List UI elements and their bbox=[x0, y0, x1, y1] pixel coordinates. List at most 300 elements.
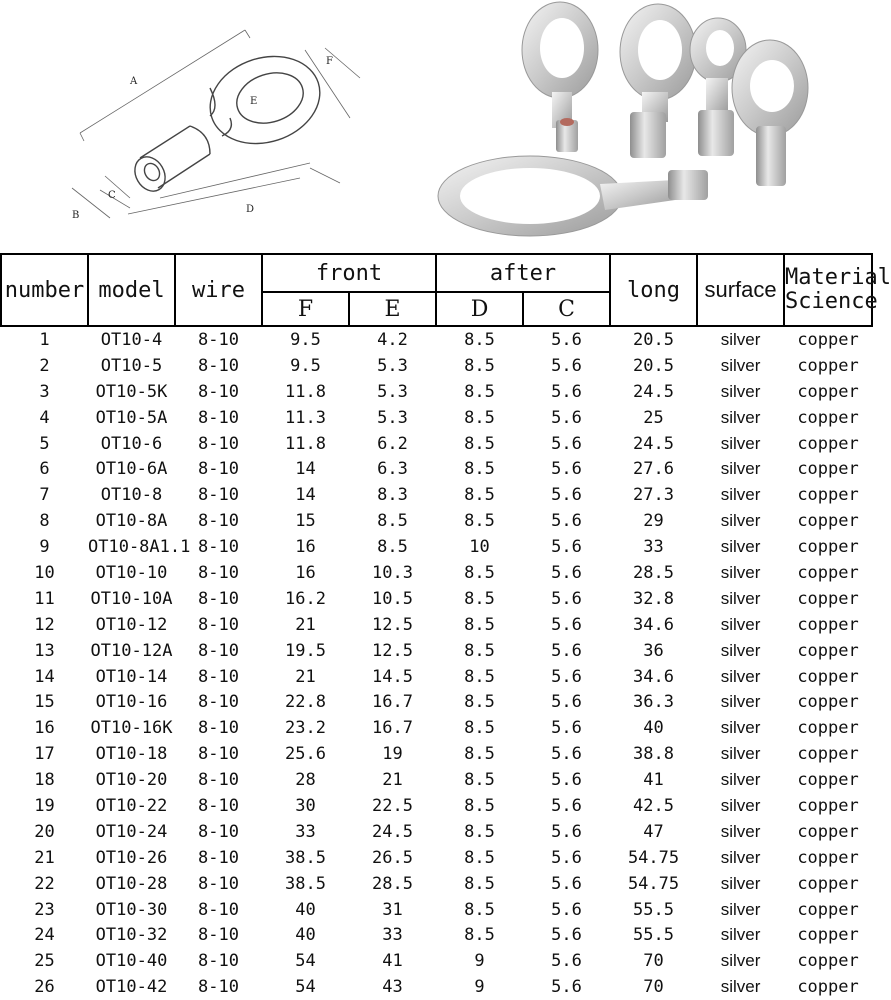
cell-surface: silver bbox=[720, 355, 761, 375]
cell-front-f: 9.5 bbox=[290, 355, 321, 376]
cell-material: copper bbox=[797, 562, 859, 583]
cell-after-d: 8.5 bbox=[464, 821, 495, 842]
cell-after-d: 8.5 bbox=[464, 692, 495, 713]
cell-wire: 8-10 bbox=[198, 847, 239, 868]
cell-after-d: 8.5 bbox=[464, 899, 495, 920]
cell-after-c: 5.6 bbox=[551, 381, 582, 402]
cell-front-e: 5.3 bbox=[377, 355, 408, 376]
cell-number: 1 bbox=[39, 329, 50, 350]
cell-wire: 8-10 bbox=[198, 977, 239, 998]
cell-surface: silver bbox=[720, 537, 761, 557]
cell-front-e: 8.5 bbox=[377, 511, 408, 532]
cell-front-e: 12.5 bbox=[372, 640, 413, 661]
cell-number: 4 bbox=[39, 407, 50, 428]
header-after: after bbox=[436, 254, 610, 292]
cell-number: 12 bbox=[34, 614, 55, 635]
cell-after-c: 5.6 bbox=[551, 925, 582, 946]
cell-number: 5 bbox=[39, 433, 50, 454]
cell-material: copper bbox=[797, 329, 859, 350]
cell-front-f: 54 bbox=[295, 951, 316, 972]
cell-front-e: 28.5 bbox=[372, 873, 413, 894]
cell-long: 42.5 bbox=[633, 795, 674, 816]
cell-long: 27.6 bbox=[633, 459, 674, 480]
table-row bbox=[1, 560, 872, 586]
cell-long: 24.5 bbox=[633, 433, 674, 454]
cell-material: copper bbox=[797, 770, 859, 791]
cell-wire: 8-10 bbox=[198, 925, 239, 946]
cell-number: 9 bbox=[39, 537, 50, 558]
cell-number: 11 bbox=[34, 588, 55, 609]
cell-front-e: 6.2 bbox=[377, 433, 408, 454]
cell-long: 32.8 bbox=[633, 588, 674, 609]
cell-after-c: 5.6 bbox=[551, 640, 582, 661]
cell-front-e: 5.3 bbox=[377, 381, 408, 402]
cell-long: 70 bbox=[643, 951, 664, 972]
cell-number: 7 bbox=[39, 485, 50, 506]
cell-number: 20 bbox=[34, 821, 55, 842]
cell-surface: silver bbox=[720, 407, 761, 427]
cell-front-e: 14.5 bbox=[372, 666, 413, 687]
table-row bbox=[1, 948, 872, 974]
header-long: long bbox=[610, 254, 697, 326]
cell-material: copper bbox=[797, 847, 859, 868]
cell-material: copper bbox=[797, 795, 859, 816]
cell-front-f: 28 bbox=[295, 770, 316, 791]
cell-front-e: 41 bbox=[382, 951, 403, 972]
cell-wire: 8-10 bbox=[198, 355, 239, 376]
cell-surface: silver bbox=[720, 433, 761, 453]
cell-front-e: 8.3 bbox=[377, 485, 408, 506]
product-images bbox=[0, 0, 871, 252]
cell-front-f: 11.3 bbox=[285, 407, 326, 428]
spec-table bbox=[0, 253, 891, 1000]
cell-material: copper bbox=[797, 899, 859, 920]
cell-number: 14 bbox=[34, 666, 55, 687]
cell-number: 26 bbox=[34, 977, 55, 998]
table-row bbox=[1, 664, 872, 690]
cell-number: 18 bbox=[34, 770, 55, 791]
cell-material: copper bbox=[797, 692, 859, 713]
cell-surface: silver bbox=[720, 795, 761, 815]
cell-after-d: 8.5 bbox=[464, 381, 495, 402]
table-row bbox=[1, 845, 872, 871]
table-row bbox=[1, 405, 872, 431]
cell-surface: silver bbox=[720, 459, 761, 479]
cell-surface: silver bbox=[720, 873, 761, 893]
table-row bbox=[1, 793, 872, 819]
cell-after-c: 5.6 bbox=[551, 433, 582, 454]
cell-model: OT10-4 bbox=[100, 329, 163, 350]
cell-wire: 8-10 bbox=[198, 511, 239, 532]
cell-front-e: 5.3 bbox=[377, 407, 408, 428]
cell-after-c: 5.6 bbox=[551, 407, 582, 428]
cell-front-e: 12.5 bbox=[372, 614, 413, 635]
table-row bbox=[1, 871, 872, 897]
cell-material: copper bbox=[797, 873, 859, 894]
table-row bbox=[1, 482, 872, 508]
cell-wire: 8-10 bbox=[198, 873, 239, 894]
cell-after-d: 9 bbox=[474, 951, 485, 972]
cell-front-e: 10.5 bbox=[372, 588, 413, 609]
cell-front-f: 15 bbox=[295, 511, 316, 532]
cell-material: copper bbox=[797, 821, 859, 842]
cell-surface: silver bbox=[720, 614, 761, 634]
cell-model: OT10-8A1.1 bbox=[88, 537, 191, 558]
cell-surface: silver bbox=[720, 744, 761, 764]
cell-after-d: 8.5 bbox=[464, 407, 495, 428]
cell-after-c: 5.6 bbox=[551, 588, 582, 609]
cell-number: 2 bbox=[39, 355, 50, 376]
cell-number: 10 bbox=[34, 562, 55, 583]
cell-front-f: 11.8 bbox=[285, 433, 326, 454]
cell-material: copper bbox=[797, 640, 859, 661]
cell-long: 36.3 bbox=[633, 692, 674, 713]
cell-front-f: 23.2 bbox=[285, 718, 326, 739]
header-material-line1: Material bbox=[785, 265, 891, 290]
table-row bbox=[1, 534, 872, 560]
cell-front-f: 30 bbox=[295, 795, 316, 816]
cell-material: copper bbox=[797, 925, 859, 946]
cell-surface: silver bbox=[720, 329, 761, 349]
cell-after-c: 5.6 bbox=[551, 899, 582, 920]
cell-after-d: 8.5 bbox=[464, 873, 495, 894]
cell-after-d: 10 bbox=[469, 537, 490, 558]
cell-front-e: 8.5 bbox=[377, 537, 408, 558]
cell-long: 54.75 bbox=[627, 873, 680, 894]
cell-front-f: 9.5 bbox=[290, 329, 321, 350]
header-number: number bbox=[1, 254, 88, 326]
cell-after-d: 8.5 bbox=[464, 355, 495, 376]
cell-number: 23 bbox=[34, 899, 55, 920]
cell-long: 24.5 bbox=[633, 381, 674, 402]
cell-model: OT10-8 bbox=[100, 485, 163, 506]
cell-after-c: 5.6 bbox=[551, 795, 582, 816]
table-row bbox=[1, 586, 872, 612]
cell-wire: 8-10 bbox=[198, 433, 239, 454]
cell-front-f: 19.5 bbox=[285, 640, 326, 661]
cell-long: 34.6 bbox=[633, 666, 674, 687]
cell-after-c: 5.6 bbox=[551, 977, 582, 998]
cell-wire: 8-10 bbox=[198, 485, 239, 506]
cell-after-c: 5.6 bbox=[551, 873, 582, 894]
cell-front-f: 11.8 bbox=[285, 381, 326, 402]
table-row bbox=[1, 897, 872, 923]
table-row bbox=[1, 353, 872, 379]
cell-after-d: 8.5 bbox=[464, 925, 495, 946]
cell-front-e: 31 bbox=[382, 899, 403, 920]
cell-after-c: 5.6 bbox=[551, 821, 582, 842]
table-row bbox=[1, 431, 872, 457]
cell-front-e: 6.3 bbox=[377, 459, 408, 480]
label-f: F bbox=[326, 56, 333, 67]
cell-material: copper bbox=[797, 381, 859, 402]
cell-after-d: 8.5 bbox=[464, 640, 495, 661]
table-row bbox=[1, 689, 872, 715]
label-d: D bbox=[246, 204, 255, 215]
label-e: E bbox=[250, 96, 258, 107]
cell-model: OT10-18 bbox=[95, 744, 168, 765]
cell-front-e: 4.2 bbox=[377, 329, 408, 350]
cell-surface: silver bbox=[720, 951, 761, 971]
cell-model: OT10-20 bbox=[95, 770, 168, 791]
cell-wire: 8-10 bbox=[198, 588, 239, 609]
cell-surface: silver bbox=[720, 692, 761, 712]
cell-wire: 8-10 bbox=[198, 640, 239, 661]
cell-model: OT10-16 bbox=[95, 692, 168, 713]
cell-surface: silver bbox=[720, 847, 761, 867]
header-model: model bbox=[88, 254, 175, 326]
cell-surface: silver bbox=[720, 511, 761, 531]
cell-front-f: 40 bbox=[295, 899, 316, 920]
cell-wire: 8-10 bbox=[198, 537, 239, 558]
cell-after-d: 8.5 bbox=[464, 511, 495, 532]
cell-after-c: 5.6 bbox=[551, 770, 582, 791]
cell-surface: silver bbox=[720, 381, 761, 401]
cell-long: 34.6 bbox=[633, 614, 674, 635]
cell-wire: 8-10 bbox=[198, 744, 239, 765]
cell-after-c: 5.6 bbox=[551, 562, 582, 583]
cell-front-e: 21 bbox=[382, 770, 403, 791]
cell-after-c: 5.6 bbox=[551, 459, 582, 480]
cell-after-d: 8.5 bbox=[464, 718, 495, 739]
cell-front-f: 21 bbox=[295, 614, 316, 635]
cell-after-c: 5.6 bbox=[551, 718, 582, 739]
cell-after-c: 5.6 bbox=[551, 847, 582, 868]
cell-model: OT10-8A bbox=[95, 511, 168, 532]
cell-long: 25 bbox=[643, 407, 664, 428]
cell-after-d: 8.5 bbox=[464, 562, 495, 583]
cell-model: OT10-14 bbox=[95, 666, 168, 687]
cell-model: OT10-40 bbox=[95, 951, 168, 972]
cell-front-f: 16.2 bbox=[285, 588, 326, 609]
cell-model: OT10-42 bbox=[95, 977, 168, 998]
cell-after-c: 5.6 bbox=[551, 329, 582, 350]
cell-material: copper bbox=[797, 977, 859, 998]
cell-front-f: 38.5 bbox=[285, 873, 326, 894]
cell-long: 55.5 bbox=[633, 925, 674, 946]
cell-front-f: 40 bbox=[295, 925, 316, 946]
cell-after-c: 5.6 bbox=[551, 485, 582, 506]
cell-number: 3 bbox=[39, 381, 50, 402]
cell-material: copper bbox=[797, 485, 859, 506]
cell-wire: 8-10 bbox=[198, 381, 239, 402]
cell-model: OT10-10A bbox=[90, 588, 173, 609]
cell-model: OT10-10 bbox=[95, 562, 168, 583]
cell-after-d: 8.5 bbox=[464, 329, 495, 350]
cell-model: OT10-6A bbox=[95, 459, 168, 480]
cell-front-e: 43 bbox=[382, 977, 403, 998]
table-row bbox=[1, 974, 872, 1000]
cell-model: OT10-16K bbox=[90, 718, 173, 739]
cell-surface: silver bbox=[720, 485, 761, 505]
cell-material: copper bbox=[797, 744, 859, 765]
cell-front-f: 14 bbox=[295, 459, 316, 480]
cell-number: 15 bbox=[34, 692, 55, 713]
cell-number: 6 bbox=[39, 459, 50, 480]
cell-after-d: 8.5 bbox=[464, 770, 495, 791]
cell-wire: 8-10 bbox=[198, 795, 239, 816]
cell-material: copper bbox=[797, 433, 859, 454]
cell-long: 47 bbox=[643, 821, 664, 842]
cell-wire: 8-10 bbox=[198, 692, 239, 713]
cell-long: 20.5 bbox=[633, 355, 674, 376]
cell-front-f: 25.6 bbox=[285, 744, 326, 765]
cell-surface: silver bbox=[720, 588, 761, 608]
cell-material: copper bbox=[797, 614, 859, 635]
header-material-line2: Science bbox=[785, 289, 878, 314]
cell-material: copper bbox=[797, 355, 859, 376]
cell-front-e: 22.5 bbox=[372, 795, 413, 816]
table-row bbox=[1, 379, 872, 405]
cell-after-d: 8.5 bbox=[464, 614, 495, 635]
cell-front-e: 19 bbox=[382, 744, 403, 765]
cell-front-f: 38.5 bbox=[285, 847, 326, 868]
cell-wire: 8-10 bbox=[198, 821, 239, 842]
cell-wire: 8-10 bbox=[198, 614, 239, 635]
table-row bbox=[1, 326, 872, 353]
cell-model: OT10-5K bbox=[95, 381, 168, 402]
cell-after-d: 8.5 bbox=[464, 485, 495, 506]
table-row bbox=[1, 922, 872, 948]
cell-front-f: 16 bbox=[295, 562, 316, 583]
table-row bbox=[1, 508, 872, 534]
cell-wire: 8-10 bbox=[198, 459, 239, 480]
cell-long: 33 bbox=[643, 537, 664, 558]
cell-front-e: 16.7 bbox=[372, 718, 413, 739]
cell-model: OT10-12A bbox=[90, 640, 173, 661]
cell-after-c: 5.6 bbox=[551, 744, 582, 765]
cell-surface: silver bbox=[720, 770, 761, 790]
cell-number: 16 bbox=[34, 718, 55, 739]
cell-model: OT10-22 bbox=[95, 795, 168, 816]
cell-long: 41 bbox=[643, 770, 664, 791]
label-c: C bbox=[108, 190, 116, 201]
cell-long: 36 bbox=[643, 640, 664, 661]
cell-after-d: 8.5 bbox=[464, 744, 495, 765]
cell-number: 13 bbox=[34, 640, 55, 661]
cell-after-d: 9 bbox=[474, 977, 485, 998]
cell-after-c: 5.6 bbox=[551, 614, 582, 635]
cell-wire: 8-10 bbox=[198, 666, 239, 687]
cell-model: OT10-26 bbox=[95, 847, 168, 868]
cell-after-c: 5.6 bbox=[551, 537, 582, 558]
cell-long: 27.3 bbox=[633, 485, 674, 506]
cell-wire: 8-10 bbox=[198, 770, 239, 791]
cell-front-e: 26.5 bbox=[372, 847, 413, 868]
cell-material: copper bbox=[797, 459, 859, 480]
cell-long: 55.5 bbox=[633, 899, 674, 920]
cell-number: 24 bbox=[34, 925, 55, 946]
terminal-photo bbox=[430, 0, 871, 250]
table-row bbox=[1, 819, 872, 845]
cell-after-d: 8.5 bbox=[464, 666, 495, 687]
cell-after-c: 5.6 bbox=[551, 666, 582, 687]
cell-surface: silver bbox=[720, 899, 761, 919]
cell-surface: silver bbox=[720, 925, 761, 945]
cell-model: OT10-30 bbox=[95, 899, 168, 920]
cell-material: copper bbox=[797, 951, 859, 972]
cell-number: 22 bbox=[34, 873, 55, 894]
terminal-dimension-diagram bbox=[60, 18, 440, 238]
label-a: A bbox=[130, 76, 138, 87]
header-material bbox=[784, 254, 891, 326]
cell-front-f: 14 bbox=[295, 485, 316, 506]
cell-material: copper bbox=[797, 588, 859, 609]
cell-material: copper bbox=[797, 511, 859, 532]
cell-wire: 8-10 bbox=[198, 951, 239, 972]
cell-wire: 8-10 bbox=[198, 718, 239, 739]
spec-table-body bbox=[1, 326, 872, 1000]
cell-surface: silver bbox=[720, 640, 761, 660]
table-row bbox=[1, 715, 872, 741]
header-after-c: C bbox=[523, 292, 610, 326]
cell-after-d: 8.5 bbox=[464, 847, 495, 868]
table-row bbox=[1, 638, 872, 664]
cell-surface: silver bbox=[720, 562, 761, 582]
cell-number: 25 bbox=[34, 951, 55, 972]
cell-front-e: 33 bbox=[382, 925, 403, 946]
cell-long: 54.75 bbox=[627, 847, 680, 868]
header-front-e: E bbox=[349, 292, 436, 326]
cell-front-f: 22.8 bbox=[285, 692, 326, 713]
cell-surface: silver bbox=[720, 718, 761, 738]
cell-after-d: 8.5 bbox=[464, 459, 495, 480]
cell-surface: silver bbox=[720, 666, 761, 686]
cell-material: copper bbox=[797, 718, 859, 739]
cell-model: OT10-5A bbox=[95, 407, 168, 428]
cell-wire: 8-10 bbox=[198, 899, 239, 920]
cell-long: 38.8 bbox=[633, 744, 674, 765]
cell-number: 21 bbox=[34, 847, 55, 868]
cell-front-e: 16.7 bbox=[372, 692, 413, 713]
cell-surface: silver bbox=[720, 977, 761, 997]
cell-number: 8 bbox=[39, 511, 50, 532]
cell-after-d: 8.5 bbox=[464, 795, 495, 816]
cell-model: OT10-32 bbox=[95, 925, 168, 946]
cell-wire: 8-10 bbox=[198, 329, 239, 350]
cell-long: 40 bbox=[643, 718, 664, 739]
header-surface: surface bbox=[697, 254, 784, 326]
cell-front-f: 33 bbox=[295, 821, 316, 842]
cell-front-e: 10.3 bbox=[372, 562, 413, 583]
cell-front-f: 16 bbox=[295, 537, 316, 558]
cell-number: 19 bbox=[34, 795, 55, 816]
header-front: front bbox=[262, 254, 436, 292]
cell-long: 28.5 bbox=[633, 562, 674, 583]
header-front-f: F bbox=[262, 292, 349, 326]
cell-model: OT10-12 bbox=[95, 614, 168, 635]
cell-long: 20.5 bbox=[633, 329, 674, 350]
cell-model: OT10-6 bbox=[100, 433, 163, 454]
cell-model: OT10-24 bbox=[95, 821, 168, 842]
cell-material: copper bbox=[797, 666, 859, 687]
table-row bbox=[1, 456, 872, 482]
table-row bbox=[1, 767, 872, 793]
cell-model: OT10-5 bbox=[100, 355, 163, 376]
cell-front-f: 54 bbox=[295, 977, 316, 998]
table-row bbox=[1, 612, 872, 638]
cell-number: 17 bbox=[34, 744, 55, 765]
cell-after-c: 5.6 bbox=[551, 355, 582, 376]
cell-after-c: 5.6 bbox=[551, 511, 582, 532]
cell-model: OT10-28 bbox=[95, 873, 168, 894]
table-row bbox=[1, 741, 872, 767]
header-after-d: D bbox=[436, 292, 523, 326]
cell-long: 29 bbox=[643, 511, 664, 532]
cell-after-c: 5.6 bbox=[551, 692, 582, 713]
cell-long: 70 bbox=[643, 977, 664, 998]
cell-front-f: 21 bbox=[295, 666, 316, 687]
